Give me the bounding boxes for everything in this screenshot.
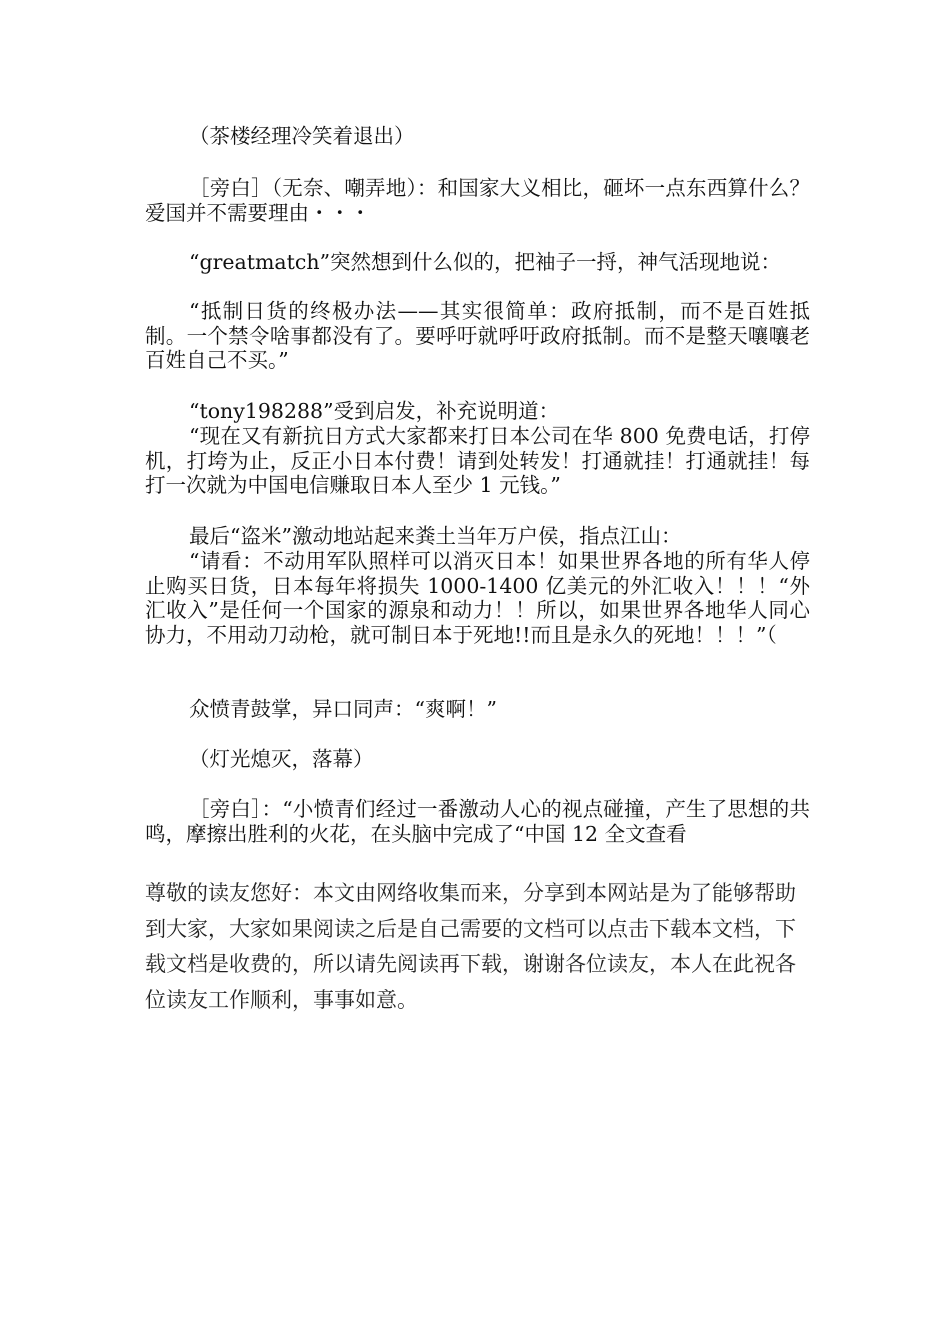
paragraph-tony-intro: “tony198288”受到启发，补充说明道： bbox=[189, 399, 560, 423]
paragraph-stage-direction-exit: （茶楼经理冷笑着退出） bbox=[189, 124, 415, 148]
paragraph-daomi-quote: “请看：不动用军队照样可以消灭日本！如果世界各地的所有华人停止购买日货，日本每年将损失 1000-1400 亿美元的外汇收入！！！“外汇收入”是任何一个国家的源泉和动力！！所以，如果世界各地华人同心协力，不用动刀动枪，就可制日本于死地!!而且是永久的死地！！！”（ bbox=[145, 549, 810, 647]
paragraph-tony-quote: “现在又有新抗日方式大家都来打日本公司在华 800 免费电话，打停机，打垮为止，反正小日本付费！请到处转发！打通就挂！打通就挂！每打一次就为中国电信赚取日本人至少 1 元钱。” bbox=[145, 424, 810, 498]
paragraph-applause: 众愤青鼓掌，异口同声：“爽啊！” bbox=[189, 697, 497, 721]
paragraph-narration-2: ［旁白］：“小愤青们经过一番激动人心的视点碰撞，产生了思想的共鸣，摩擦出胜利的火花，在头脑中完成了“中国 12 全文查看 bbox=[145, 797, 810, 846]
paragraph-lights-out: （灯光熄灭，落幕） bbox=[189, 747, 374, 771]
paragraph-greatmatch-intro: “greatmatch”突然想到什么似的，把袖子一捋，神气活现地说： bbox=[189, 250, 782, 274]
paragraph-narration-1: ［旁白］（无奈、嘲弄地）：和国家大义相比，砸坏一点东西算什么？爱国并不需要理由・・・ bbox=[145, 176, 810, 225]
paragraph-greatmatch-quote: “抵制日货的终极办法——其实很简单：政府抵制，而不是百姓抵制。一个禁令啥事都没有了。要呼吁就呼吁政府抵制。而不是整天嚷嚷老百姓自己不买。” bbox=[145, 299, 810, 373]
download-notice: 尊敬的读友您好：本文由网络收集而来，分享到本网站是为了能够帮助到大家，大家如果阅读之后是自己需要的文档可以点击下载本文档，下载文档是收费的，所以请先阅读再下载，谢谢各位读友，本人在此祝各位读友工作顺利，事事如意。 bbox=[145, 881, 796, 1012]
paragraph-daomi-intro: 最后“盗米”激动地站起来粪土当年万户侯，指点江山： bbox=[189, 524, 682, 548]
